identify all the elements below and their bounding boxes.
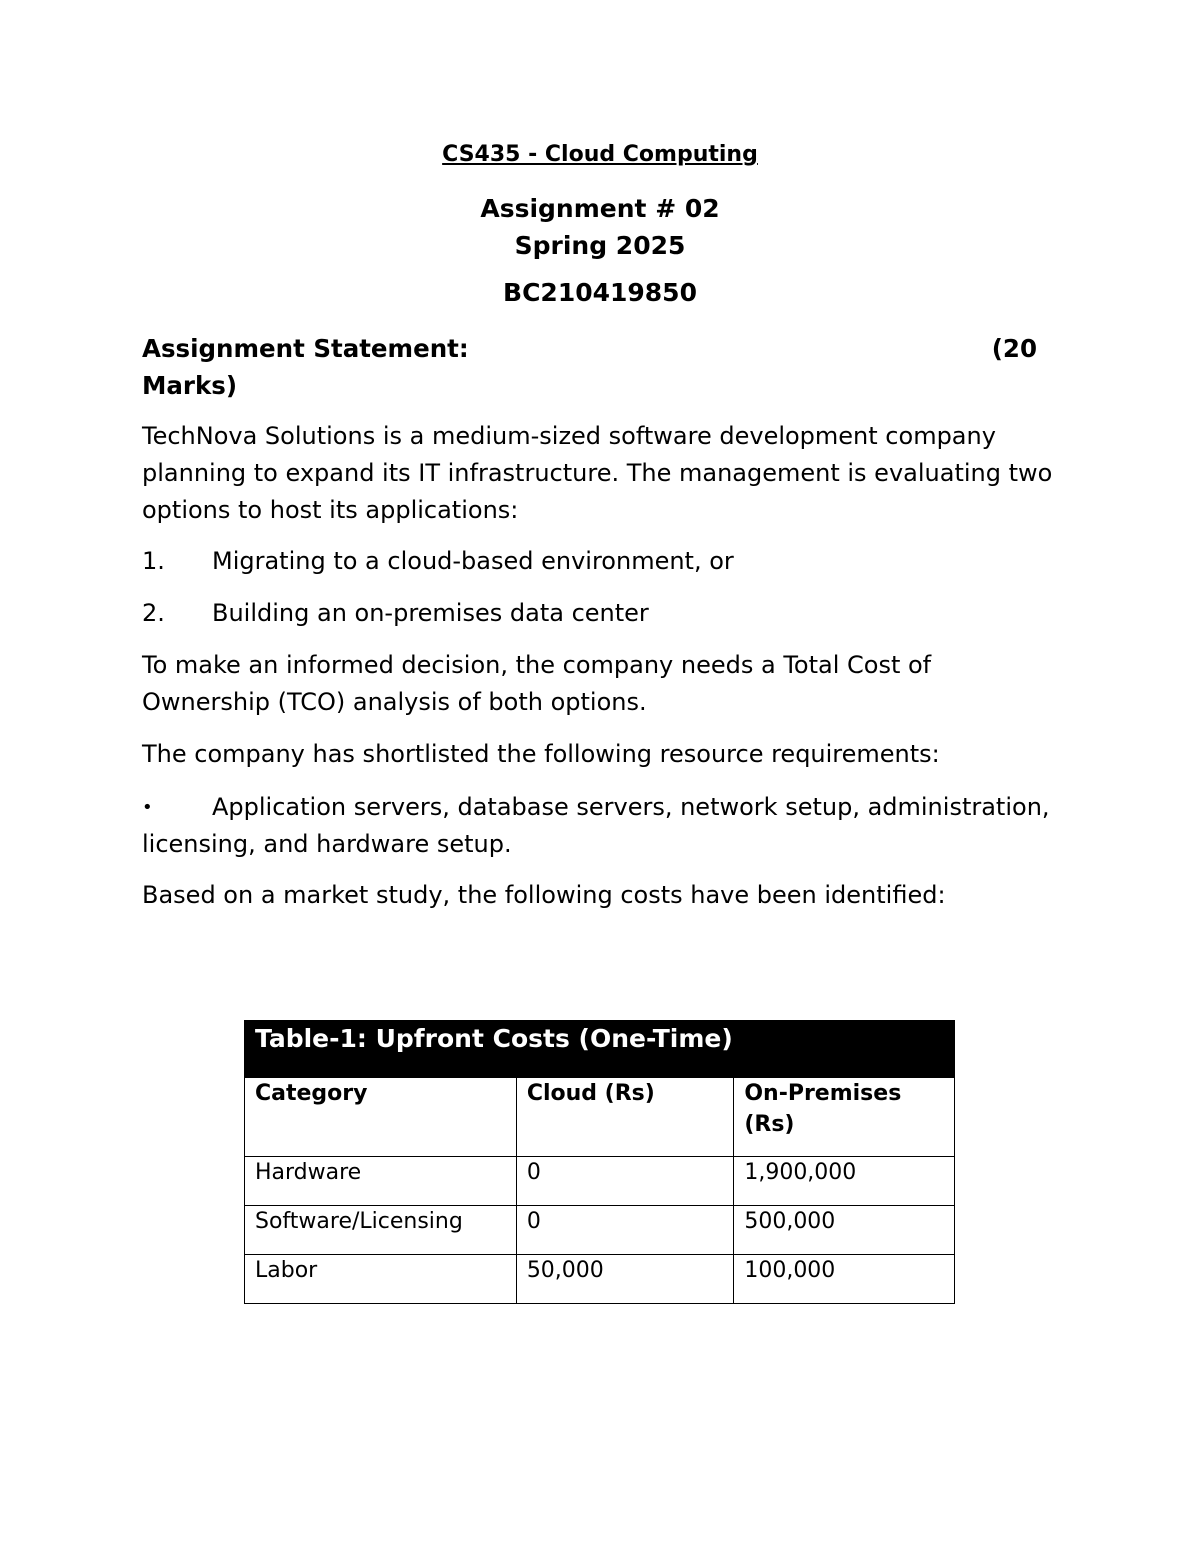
table-cell: Software/Licensing — [245, 1206, 517, 1255]
column-header: On-Premises (Rs) — [734, 1078, 955, 1157]
bullet-icon: • — [142, 797, 153, 818]
column-header: Cloud (Rs) — [516, 1078, 734, 1157]
table-cell: 500,000 — [734, 1206, 955, 1255]
table-row — [245, 1255, 955, 1304]
table-cell: 100,000 — [734, 1255, 955, 1304]
intro-paragraph: TechNova Solutions is a medium-sized software development company planning to expand its IT infrastructure. The management is evaluating two options to host its applications: — [142, 422, 1053, 524]
list-text: Building an on-premises data center — [212, 599, 649, 627]
requirements-paragraph: The company has shortlisted the following resource requirements: — [142, 740, 940, 768]
table-row — [245, 1206, 955, 1255]
student-id: BC210419850 — [503, 278, 697, 307]
table-row — [245, 1157, 955, 1206]
table-cell: 0 — [516, 1157, 734, 1206]
list-item — [142, 595, 1057, 632]
table-header-row — [245, 1078, 955, 1157]
list-text: Migrating to a cloud-based environment, or — [212, 547, 734, 575]
table-caption: Table-1: Upfront Costs (One-Time) — [245, 1021, 955, 1078]
table-cell: 1,900,000 — [734, 1157, 955, 1206]
table-cell: Labor — [245, 1255, 517, 1304]
semester: Spring 2025 — [514, 231, 686, 260]
list-number: 2. — [142, 599, 165, 627]
bullet-text: Application servers, database servers, network setup, administration, licensing, and hardware setup. — [142, 793, 1050, 858]
course-title: CS435 - Cloud Computing — [442, 142, 758, 167]
column-header: Category — [245, 1078, 517, 1157]
assignment-heading — [0, 190, 1200, 264]
list-item — [142, 543, 1057, 580]
bullet-item — [142, 789, 1057, 863]
assignment-number: Assignment # 02 — [480, 194, 720, 223]
upfront-costs-table — [244, 1020, 955, 1304]
marks-label-cont: Marks) — [142, 371, 238, 400]
marks-label: (20 — [991, 334, 1037, 363]
tco-paragraph: To make an informed decision, the company needs a Total Cost of Ownership (TCO) analysis of both options. — [142, 651, 932, 716]
table-cell: 0 — [516, 1206, 734, 1255]
assignment-statement-heading — [142, 330, 1057, 404]
market-study-paragraph: Based on a market study, the following costs have been identified: — [142, 881, 946, 909]
table-cell: Hardware — [245, 1157, 517, 1206]
table-cell: 50,000 — [516, 1255, 734, 1304]
statement-label: Assignment Statement: — [142, 334, 469, 363]
list-number: 1. — [142, 547, 165, 575]
